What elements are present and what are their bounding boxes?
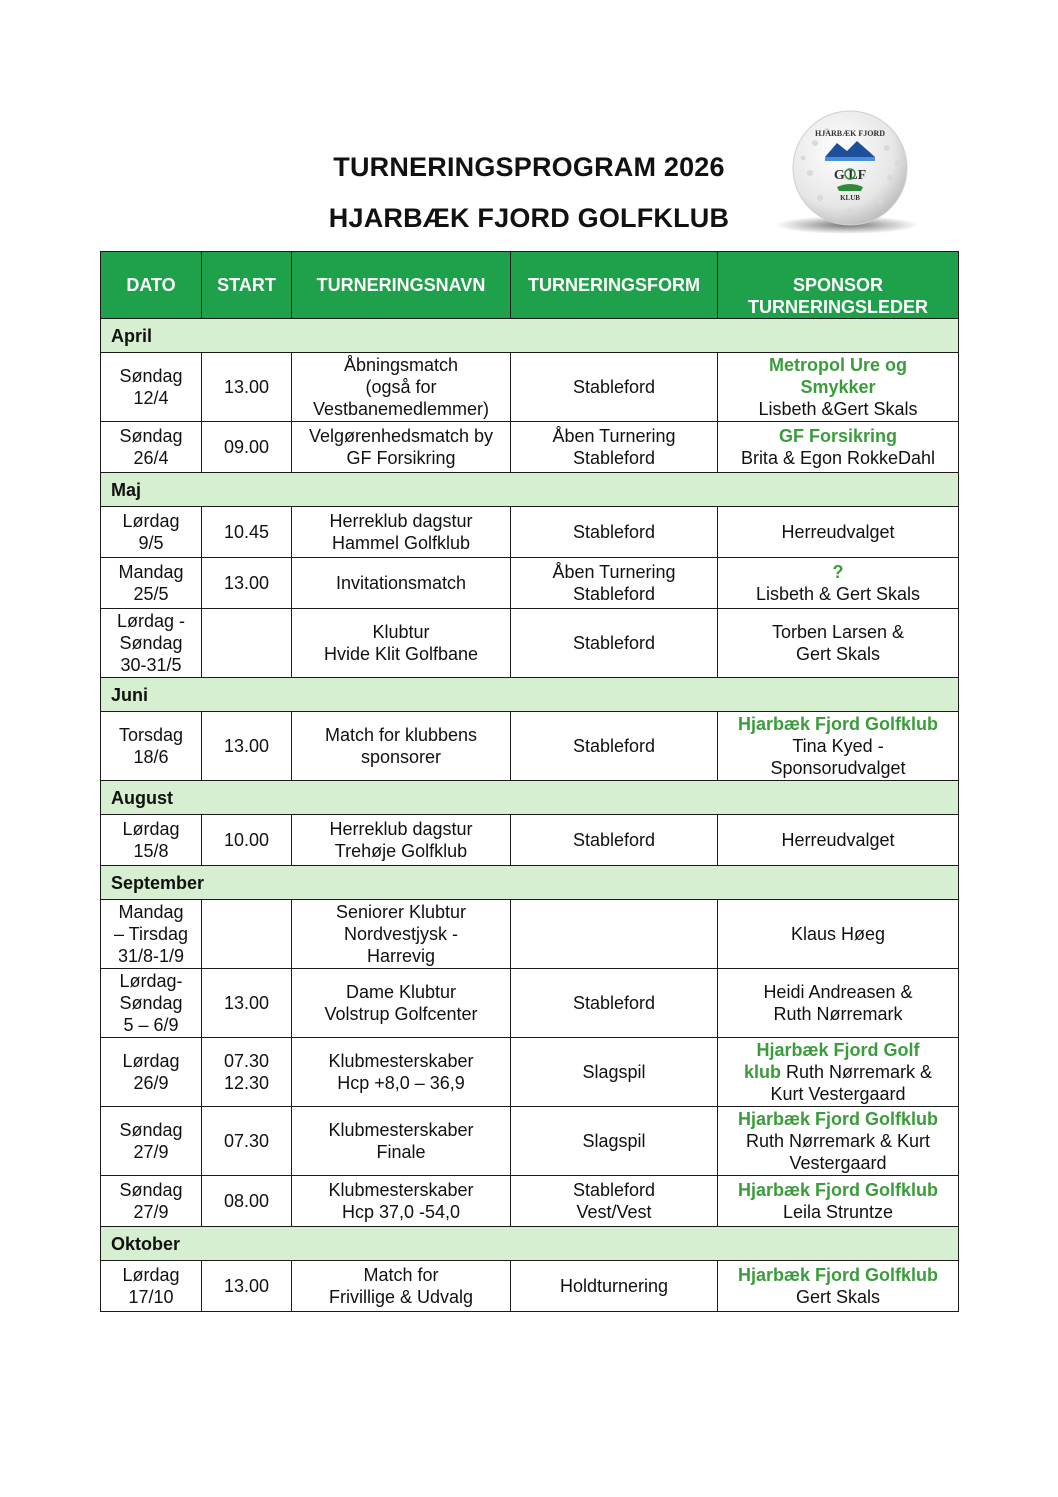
date-cell [101, 507, 202, 558]
start-time: 07.30 [223, 1051, 270, 1071]
leader-name: Gert Skals [795, 644, 881, 664]
date-text: 27/9 [133, 1202, 169, 1222]
date-cell [101, 1176, 202, 1227]
sponsor-leader-cell [718, 353, 959, 422]
month-row [101, 781, 959, 815]
page-title: TURNERINGSPROGRAM 2026 [333, 152, 725, 182]
date-text: 27/9 [133, 1142, 169, 1162]
name-cell [292, 1107, 511, 1176]
month-row [101, 866, 959, 900]
start-cell [202, 558, 292, 609]
svg-text:KLUB: KLUB [840, 194, 860, 202]
date-cell [101, 900, 202, 969]
form-cell [511, 969, 718, 1038]
sponsor-name: ? [832, 562, 844, 582]
date-cell [101, 1038, 202, 1107]
sponsor-leader-cell [718, 422, 959, 473]
date-cell [101, 609, 202, 678]
month-row [101, 678, 959, 712]
tournament-name: Åbningsmatch [343, 355, 459, 375]
tournament-name: Velgørenhedsmatch by [308, 426, 494, 446]
date-text: Lørdag- [119, 971, 183, 991]
form-cell [511, 558, 718, 609]
table-row [101, 353, 959, 422]
date-text: 26/4 [133, 448, 169, 468]
start-cell [202, 712, 292, 781]
start-time: 09.00 [223, 437, 270, 457]
leader-name: Ruth Nørremark & [780, 1062, 933, 1082]
name-cell [292, 815, 511, 866]
month-label: Juni [101, 678, 959, 712]
leader-name: Herreudvalget [781, 830, 895, 850]
leader-name: Klaus Høeg [790, 924, 886, 944]
name-cell [292, 1038, 511, 1107]
form-cell [511, 1176, 718, 1227]
sponsor-leader-cell [718, 1038, 959, 1107]
tournament-table [100, 251, 959, 1312]
sponsor-name: Hjarbæk Fjord Golfklub [737, 1265, 938, 1285]
tournament-name: Harrevig [366, 946, 436, 966]
name-cell [292, 712, 511, 781]
name-cell [292, 1176, 511, 1227]
date-text: Mandag [118, 562, 184, 582]
tournament-name: Klubmesterskaber [328, 1120, 474, 1140]
table-row [101, 712, 959, 781]
tournament-name: Nordvestjysk - [343, 924, 459, 944]
name-cell [292, 900, 511, 969]
date-text: Torsdag [118, 725, 184, 745]
date-text: Lørdag - [116, 611, 186, 631]
name-cell [292, 609, 511, 678]
col-header-start: START [202, 252, 292, 319]
date-text: Lørdag [122, 1265, 180, 1285]
start-time: 13.00 [223, 993, 270, 1013]
leader-name: Heidi Andreasen & [763, 982, 913, 1002]
tournament-name: Vestbanemedlemmer) [312, 399, 490, 419]
tournament-name: sponsorer [360, 747, 442, 767]
sponsor-leader-cell [718, 969, 959, 1038]
tournament-name: Hcp 37,0 -54,0 [341, 1202, 461, 1222]
date-cell [101, 1107, 202, 1176]
start-cell [202, 1261, 292, 1312]
start-time: 10.00 [223, 830, 270, 850]
table-row [101, 422, 959, 473]
tournament-name: Frivillige & Udvalg [328, 1287, 474, 1307]
form-cell [511, 1261, 718, 1312]
leader-name: Lisbeth &Gert Skals [758, 399, 918, 419]
form-cell [511, 712, 718, 781]
col-header-turneringsform: TURNERINGSFORM [511, 252, 718, 319]
date-text: Lørdag [122, 819, 180, 839]
name-cell [292, 558, 511, 609]
sponsor-name: Metropol Ure og [769, 355, 907, 375]
col-header-turneringsnavn: TURNERINGSNAVN [292, 252, 511, 319]
date-text: Lørdag [122, 511, 180, 531]
date-cell [101, 422, 202, 473]
form-cell [511, 1038, 718, 1107]
start-cell [202, 422, 292, 473]
tournament-name: Klubmesterskaber [328, 1051, 474, 1071]
svg-text:G LF: G LF [833, 168, 867, 183]
tournament-form: Holdturnering [559, 1276, 669, 1296]
tournament-name: Herreklub dagstur [329, 511, 473, 531]
leader-name: Lisbeth & Gert Skals [755, 584, 921, 604]
start-time: 12.30 [223, 1073, 270, 1093]
leader-name: Herreudvalget [781, 522, 895, 542]
leader-name: Vestergaard [789, 1153, 887, 1173]
sponsor-name: klub [743, 1062, 781, 1082]
tournament-form: Stableford [572, 1180, 656, 1200]
start-cell [202, 507, 292, 558]
leader-name: Sponsorudvalget [770, 758, 906, 778]
sponsor-leader-cell [718, 1176, 959, 1227]
start-cell [202, 900, 292, 969]
tournament-form: Åben Turnering [552, 426, 676, 446]
date-text: 12/4 [133, 388, 169, 408]
tournament-form: Åben Turnering [552, 562, 676, 582]
date-text: Mandag [118, 902, 184, 922]
date-text: 17/10 [128, 1287, 174, 1307]
start-cell [202, 353, 292, 422]
sponsor-leader-cell [718, 507, 959, 558]
tournament-form: Vest/Vest [576, 1202, 652, 1222]
sponsor-leader-cell [718, 1107, 959, 1176]
form-cell [511, 1107, 718, 1176]
month-row [101, 319, 959, 353]
col-header-dato: DATO [101, 252, 202, 319]
form-cell [511, 422, 718, 473]
tournament-name: Volstrup Golfcenter [324, 1004, 478, 1024]
tournament-name: GF Forsikring [346, 448, 456, 468]
sponsor-name: GF Forsikring [778, 426, 897, 446]
date-text: Lørdag [122, 1051, 180, 1071]
date-cell [101, 353, 202, 422]
tournament-name: Hcp +8,0 – 36,9 [337, 1073, 465, 1093]
tournament-form: Stableford [572, 377, 656, 397]
leader-name: Gert Skals [795, 1287, 881, 1307]
date-text: Søndag [119, 633, 183, 653]
start-time: 13.00 [223, 573, 270, 593]
club-name: HJARBÆK FJORD GOLFKLUB [328, 203, 730, 233]
tournament-name: Trehøje Golfklub [334, 841, 468, 861]
tournament-form: Stableford [572, 830, 656, 850]
tournament-form: Stableford [572, 522, 656, 542]
svg-text:HJARBÆK FJORD: HJARBÆK FJORD [815, 129, 885, 138]
tournament-name: Seniorer Klubtur [335, 902, 467, 922]
leader-name: Brita & Egon RokkeDahl [740, 448, 936, 468]
form-cell [511, 353, 718, 422]
month-label: September [101, 866, 959, 900]
table-row [101, 969, 959, 1038]
date-cell [101, 969, 202, 1038]
leader-name: Kurt Vestergaard [770, 1084, 906, 1104]
sponsor-leader-cell [718, 1261, 959, 1312]
sponsor-name: Hjarbæk Fjord Golfklub [737, 1180, 938, 1200]
name-cell [292, 353, 511, 422]
date-cell [101, 558, 202, 609]
tournament-form: Stableford [572, 448, 656, 468]
tournament-name: Hammel Golfklub [331, 533, 471, 553]
start-cell [202, 969, 292, 1038]
tournament-name: Match for klubbens [324, 725, 478, 745]
table-row [101, 1176, 959, 1227]
tournament-name: Herreklub dagstur [329, 819, 473, 839]
month-row [101, 473, 959, 507]
date-cell [101, 815, 202, 866]
name-cell [292, 969, 511, 1038]
date-text: Søndag [119, 366, 183, 386]
sponsor-name: Smykker [800, 377, 876, 397]
sponsor-name: Hjarbæk Fjord Golf [756, 1040, 920, 1060]
table-row [101, 815, 959, 866]
form-cell [511, 815, 718, 866]
leader-name: Ruth Nørremark & Kurt [745, 1131, 931, 1151]
sponsor-name: Hjarbæk Fjord Golfklub [737, 714, 938, 734]
date-text: 9/5 [138, 533, 164, 553]
tournament-form: Stableford [572, 584, 656, 604]
start-cell [202, 815, 292, 866]
table-row [101, 507, 959, 558]
month-row [101, 1227, 959, 1261]
tournament-name: Match for [363, 1265, 439, 1285]
start-time: 13.00 [223, 377, 270, 397]
date-text: Søndag [119, 426, 183, 446]
sponsor-leader-cell [718, 815, 959, 866]
sponsor-leader-cell [718, 712, 959, 781]
month-label: April [101, 319, 959, 353]
start-time: 13.00 [223, 1276, 270, 1296]
sponsor-name: Hjarbæk Fjord Golfklub [737, 1109, 938, 1129]
tournament-form: Stableford [572, 736, 656, 756]
start-cell [202, 1107, 292, 1176]
date-cell [101, 712, 202, 781]
date-text: – Tirsdag [113, 924, 189, 944]
tournament-name: Dame Klubtur [345, 982, 457, 1002]
start-time: 10.45 [223, 522, 270, 542]
table-row [101, 1107, 959, 1176]
table-row [101, 609, 959, 678]
form-cell [511, 507, 718, 558]
tournament-form: Stableford [572, 633, 656, 653]
form-cell [511, 900, 718, 969]
table-header-row [101, 252, 959, 319]
start-cell [202, 1176, 292, 1227]
date-text: 18/6 [133, 747, 169, 767]
date-text: Søndag [119, 1180, 183, 1200]
table-row [101, 558, 959, 609]
month-label: August [101, 781, 959, 815]
name-cell [292, 422, 511, 473]
date-cell [101, 1261, 202, 1312]
tournament-name: Invitationsmatch [335, 573, 467, 593]
month-label: Maj [101, 473, 959, 507]
col-header-sponsor [718, 252, 959, 319]
date-text: Søndag [119, 993, 183, 1013]
table-row [101, 1038, 959, 1107]
leader-name: Tina Kyed - [792, 736, 884, 756]
table-row [101, 900, 959, 969]
month-label: Oktober [101, 1227, 959, 1261]
date-text: Søndag [119, 1120, 183, 1140]
name-cell [292, 1261, 511, 1312]
tournament-name: Klubtur [372, 622, 430, 642]
col-header-leader-label: TURNERINGSLEDER [747, 297, 928, 317]
date-text: 5 – 6/9 [123, 1015, 179, 1035]
sponsor-leader-cell [718, 900, 959, 969]
golf-ball-logo [775, 103, 925, 243]
leader-name: Leila Struntze [782, 1202, 894, 1222]
date-text: 31/8-1/9 [117, 946, 185, 966]
tournament-form: Stableford [572, 993, 656, 1013]
sponsor-leader-cell [718, 558, 959, 609]
table-row [101, 1261, 959, 1312]
leader-name: Torben Larsen & [771, 622, 905, 642]
col-header-sponsor-label: SPONSOR [792, 275, 884, 295]
tournament-name: Hvide Klit Golfbane [323, 644, 479, 664]
date-text: 25/5 [133, 584, 169, 604]
start-time: 07.30 [223, 1131, 270, 1151]
start-time: 08.00 [223, 1191, 270, 1211]
tournament-name: Klubmesterskaber [328, 1180, 474, 1200]
tournament-name: Finale [376, 1142, 426, 1162]
start-cell [202, 1038, 292, 1107]
tournament-form: Slagspil [582, 1062, 646, 1082]
sponsor-leader-cell [718, 609, 959, 678]
form-cell [511, 609, 718, 678]
start-time: 13.00 [223, 736, 270, 756]
date-text: 30-31/5 [120, 655, 182, 675]
date-text: 15/8 [133, 841, 169, 861]
name-cell [292, 507, 511, 558]
tournament-name: (også for [365, 377, 437, 397]
tournament-form: Slagspil [582, 1131, 646, 1151]
start-cell [202, 609, 292, 678]
leader-name: Ruth Nørremark [773, 1004, 903, 1024]
date-text: 26/9 [133, 1073, 169, 1093]
